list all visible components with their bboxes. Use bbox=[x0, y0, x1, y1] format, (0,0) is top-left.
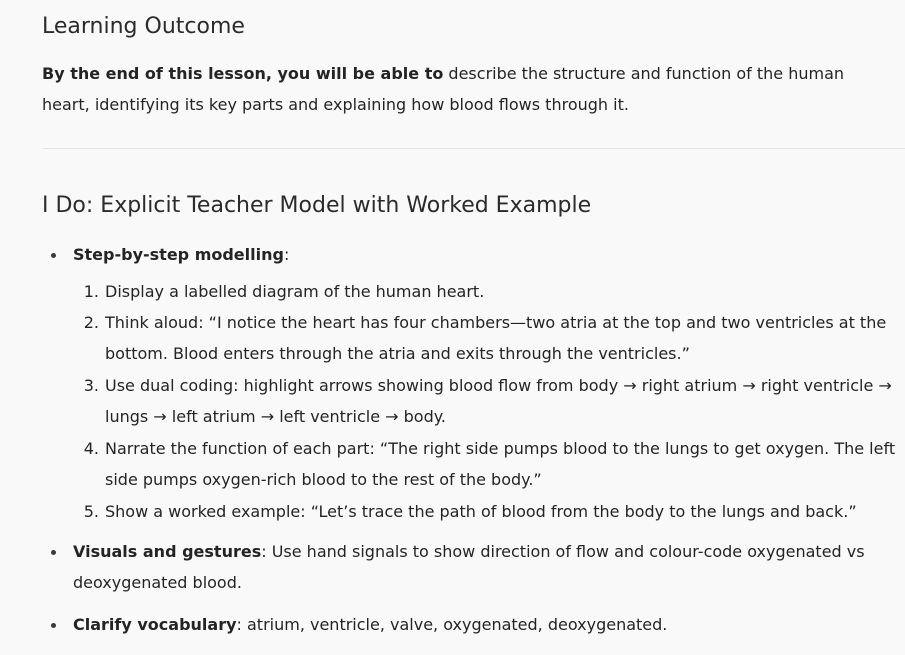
bullet-label: Step-by-step modelling bbox=[73, 245, 284, 264]
bullet-visuals-gestures-continuation: deoxygenated blood. bbox=[73, 573, 242, 592]
step-4-line-1: Narrate the function of each part: “The right side pumps blood to the lungs to get oxygen. The left bbox=[105, 439, 896, 458]
bullet-dot bbox=[51, 253, 56, 258]
step-2-line-1: Think aloud: “I notice the heart has four chambers—two atria at the top and two ventricles at the bbox=[105, 313, 887, 332]
step-number: 2. bbox=[83, 313, 99, 332]
step-1-line-1: Display a labelled diagram of the human heart. bbox=[105, 282, 485, 301]
learning-outcome-heading: Learning Outcome bbox=[42, 14, 245, 39]
bullet-clarify-vocabulary bbox=[73, 615, 667, 635]
learning-outcome-paragraph bbox=[42, 58, 892, 120]
step-4-line-2: side pumps oxygen-rich blood to the rest of the body.” bbox=[105, 470, 542, 489]
bullet-dot bbox=[51, 550, 56, 555]
section-divider bbox=[42, 148, 905, 149]
bullet-text: : Use hand signals to show direction of flow and colour-code oxygenated vs bbox=[261, 542, 865, 561]
learning-outcome-lead: By the end of this lesson, you will be able to bbox=[42, 64, 444, 83]
step-5-line-1: Show a worked example: “Let’s trace the path of blood from the body to the lungs and back.” bbox=[105, 502, 857, 521]
step-3-line-2: lungs → left atrium → left ventricle → body. bbox=[105, 407, 446, 426]
bullet-dot bbox=[51, 623, 56, 628]
bullet-text: : atrium, ventricle, valve, oxygenated, deoxygenated. bbox=[236, 615, 668, 634]
step-number: 1. bbox=[83, 282, 99, 301]
bullet-label: Visuals and gestures bbox=[73, 542, 262, 561]
step-number: 3. bbox=[83, 376, 99, 395]
step-2-line-2: bottom. Blood enters through the atria and exits through the ventricles.” bbox=[105, 344, 690, 363]
bullet-step-by-step bbox=[73, 245, 289, 265]
bullet-label: Clarify vocabulary bbox=[73, 615, 237, 634]
step-3-line-1: Use dual coding: highlight arrows showing blood flow from body → right atrium → right ventricle → bbox=[105, 376, 892, 395]
learning-outcome-text: describe the structure and function of the human heart, identifying its key parts and explaining how blood flows through it. bbox=[42, 64, 845, 114]
step-number: 5. bbox=[83, 502, 99, 521]
bullet-text: : bbox=[283, 245, 290, 264]
i-do-heading: I Do: Explicit Teacher Model with Worked Example bbox=[42, 193, 592, 218]
bullet-visuals-gestures bbox=[73, 542, 865, 562]
step-number: 4. bbox=[83, 439, 99, 458]
